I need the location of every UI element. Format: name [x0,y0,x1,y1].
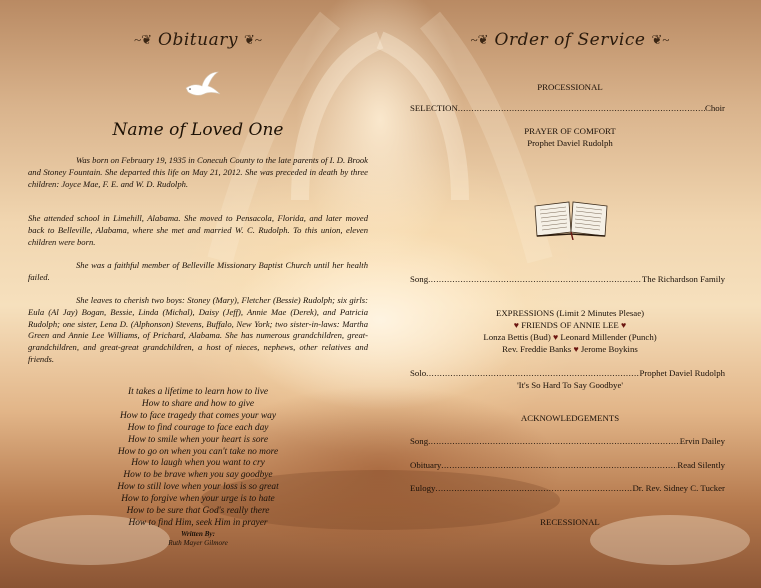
processional: PROCESSIONAL [537,82,603,92]
selection-value: Choir [704,103,725,113]
eulogy-value: Dr. Rev. Sidney C. Tucker [632,483,725,493]
solo-value: Prophet Daviel Rudolph [639,368,725,378]
flourish-icon: ❦~ [651,32,670,47]
poem-line: How to find Him, seek Him in prayer [128,517,268,528]
solo-song: 'It's So Hard To Say Goodbye' [517,380,623,390]
poem-line: How to be sure that God's really there [126,506,270,517]
heart-icon: ♥ [552,332,559,342]
written-by-label: Written By: [180,529,215,538]
open-bible-icon [531,198,611,240]
leader-dots [458,103,705,113]
friends-line [405,320,735,330]
song-label: Song [410,274,429,284]
poem-author: Ruth Mayer Gilmore [168,538,228,547]
prayer-title: PRAYER OF COMFORT [524,126,616,136]
speaker-name: Leonard Millender (Punch) [560,332,657,342]
speaker-name: Rev. Freddie Banks [502,344,572,354]
flourish-icon: ❦~ [243,32,262,47]
obituary-paragraph-3: She was a faithful member of Belleville Missionary Baptist Church until her health failed. [28,260,368,282]
obituary-label: Obituary [410,460,442,470]
prayer-by: Prophet Daviel Rudolph [527,138,613,148]
service-header [405,30,735,50]
poem-line: How to smile when your heart is sore [127,434,268,445]
speaker-name: Lonza Bettis (Bud) [483,332,551,342]
loved-one-name: Name of Loved One [112,120,284,140]
obituary-paragraph-1: Was born on February 19, 1935 in Conecuh County to the late parents of I. D. Brook and Stoney Fountain. She departed this life on May 21, 2012. She was preceded in death by three children: Joyce Mae, F. E. and W. D. Rudolph. [28,155,368,189]
obituary-header [28,30,368,50]
leader-dots [435,483,632,493]
poem [28,387,368,548]
friends-text: FRIENDS OF ANNIE LEE [521,320,619,330]
song-value: The Richardson Family [641,274,725,284]
poem-line: How to be brave when you say goodbye [123,470,273,481]
heart-icon: ♥ [573,344,579,354]
poem-line: It takes a lifetime to learn how to live [127,387,269,397]
song-row-2 [410,436,725,446]
obituary-value: Read Silently [677,460,725,470]
heart-icon: ♥ [513,320,520,330]
flourish-icon: ~❦ [134,32,153,47]
obituary-paragraph-2: She attended school in Limehill, Alabama. She moved to Pensacola, Florida, and later moved back to Belleville, Alabama, where she met and married W. C. Rudolph. To this union, eleven children were born. [28,213,368,247]
leader-dots [426,368,639,378]
solo-row [410,368,725,378]
song-row-1 [410,274,725,284]
selection-label: SELECTION [410,103,458,113]
obituary-paragraph-4: She leaves to cherish two boys: Stoney (Mary), Fletcher (Bessie) Rudolph; six girls: Eula (Al Jay) Bogan, Bessie, Linda (Michal), Daisy (Jeff), Annie Mae (Derek), and Patricia Rudolph; one sister, Lena D. (Alphonson) Stevens, Buffalo, New York; two sister-in-laws: Martha Green and Annie Lee Williams, of Prichard, Alabama. She has numerous grandchildren, great-grandchildren, and great-great grandchildren, a host of nieces, nephews, other relatives and friends. [28,295,368,364]
poem-line: How to laugh when you want to cry [131,458,265,469]
speaker-name: Jerome Boykins [580,344,638,354]
selection-row [410,103,725,113]
expressions-title: EXPRESSIONS (Limit 2 Minutes Plesae) [495,308,645,318]
poem-line: How to share and how to give [141,398,255,409]
leader-dots [441,460,677,470]
eulogy-label: Eulogy [410,483,436,493]
poem-line: How to still love when your loss is so great [117,482,279,493]
dove-icon [182,70,222,100]
solo-label: Solo [410,368,427,378]
poem-line: How to forgive when your urge is to hate [121,494,275,505]
acknowledgements: ACKNOWLEDGEMENTS [520,413,620,423]
obituary-heading: Obituary [158,30,238,50]
recessional: RECESSIONAL [540,517,600,527]
obituary-column [28,30,368,547]
song-value: Ervin Dailey [679,436,725,446]
flourish-icon: ~❦ [470,32,489,47]
eulogy-row [410,483,725,493]
speakers-line-2 [405,344,735,354]
poem-line: How to go on when you can't take no more [117,446,279,457]
service-heading: Order of Service [494,30,646,50]
poem-line: How to face tragedy that comes your way [120,410,276,421]
heart-icon: ♥ [620,320,627,330]
speakers-line-1 [405,332,735,342]
poem-line: How to find courage to face each day [127,422,269,433]
obituary-row [410,460,725,470]
order-of-service-column [405,30,735,527]
song-label: Song [410,436,429,446]
leader-dots [428,274,642,284]
leader-dots [428,436,680,446]
